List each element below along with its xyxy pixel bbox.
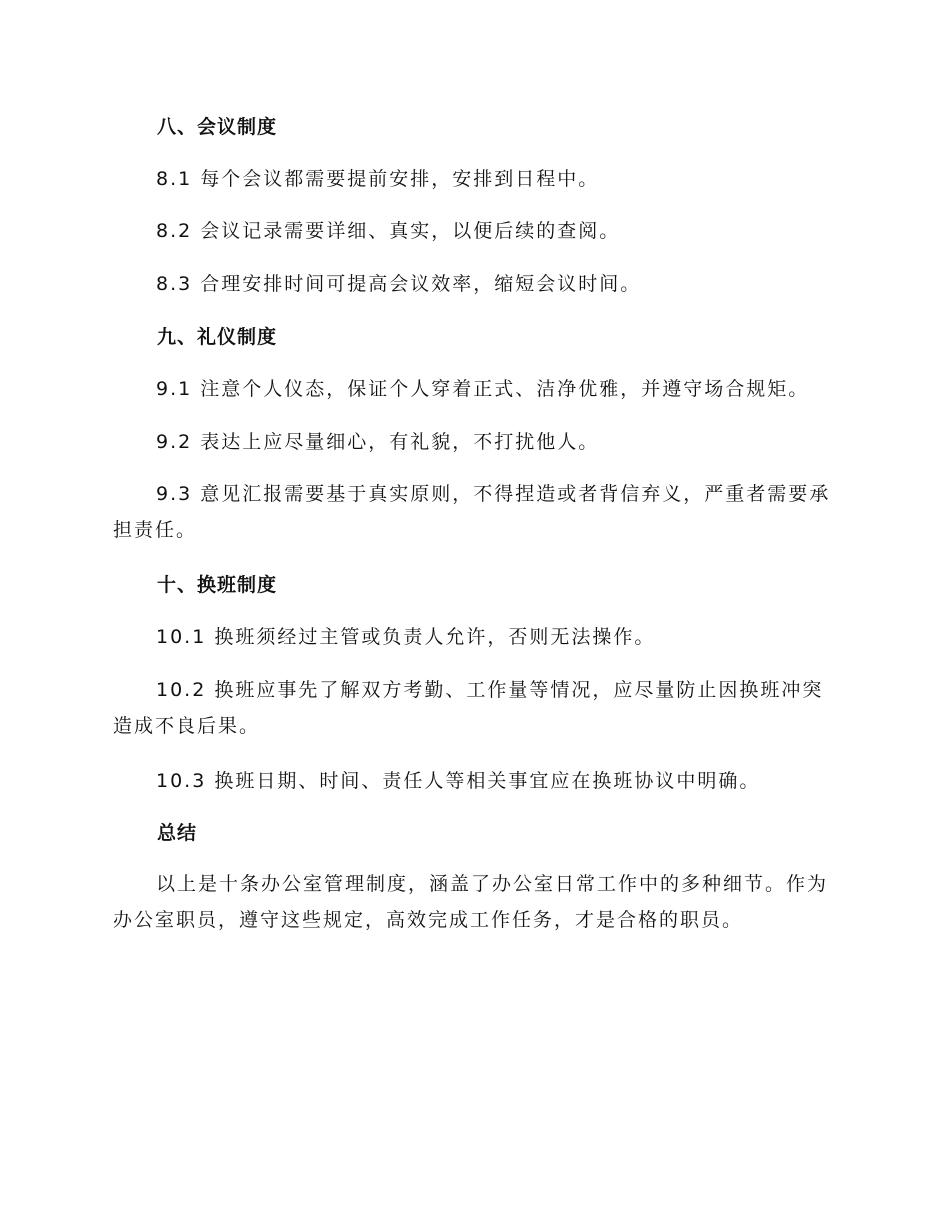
meeting-rule-8-2: 8.2 会议记录需要详细、真实，以便后续的查阅。 bbox=[156, 220, 621, 242]
etiquette-rule-9-1: 9.1 注意个人仪态，保证个人穿着正式、洁净优雅，并遵守场合规矩。 bbox=[156, 378, 810, 400]
etiquette-rule-9-2: 9.2 表达上应尽量细心，有礼貌，不打扰他人。 bbox=[156, 431, 600, 453]
section-heading-meeting: 八、会议制度 bbox=[157, 116, 278, 138]
section-heading-etiquette: 九、礼仪制度 bbox=[157, 326, 278, 348]
summary-text: 以上是十条办公室管理制度，涵盖了办公室日常工作中的多种细节。作为办公室职员，遵守这些规定，高效完成工作任务，才是合格的职员。 bbox=[113, 873, 829, 931]
etiquette-rule-9-3: 9.3 意见汇报需要基于真实原则，不得捏造或者背信弃义，严重者需要承担责任。 bbox=[113, 483, 831, 541]
shift-rule-10-1: 10.1 换班须经过主管或负责人允许，否则无法操作。 bbox=[156, 626, 656, 648]
section-heading-shift: 十、换班制度 bbox=[157, 574, 278, 596]
meeting-rule-8-1: 8.1 每个会议都需要提前安排，安排到日程中。 bbox=[156, 168, 600, 190]
shift-rule-10-2: 10.2 换班应事先了解双方考勤、工作量等情况，应尽量防止因换班冲突造成不良后果。 bbox=[113, 679, 824, 737]
summary-heading: 总结 bbox=[157, 822, 198, 844]
shift-rule-10-3: 10.3 换班日期、时间、责任人等相关事宜应在换班协议中明确。 bbox=[156, 770, 761, 792]
meeting-rule-8-3: 8.3 合理安排时间可提高会议效率，缩短会议时间。 bbox=[156, 273, 642, 295]
